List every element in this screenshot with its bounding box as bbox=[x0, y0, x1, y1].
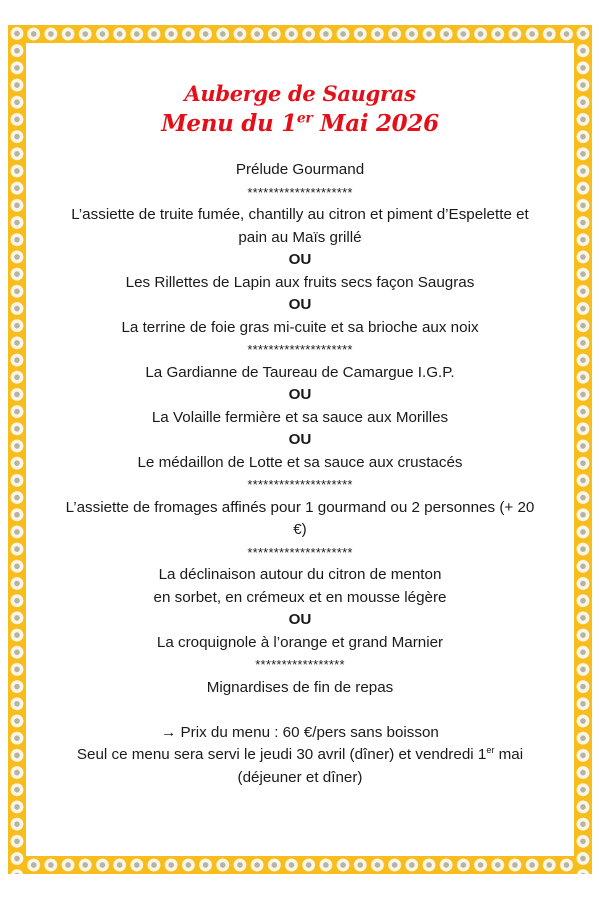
starter-option-1-cont: pain au Maïs grillé bbox=[238, 228, 362, 246]
service-dates: Seul ce menu sera servi le jeudi 30 avril (dîner) et vendredi 1er mai bbox=[76, 744, 524, 763]
dessert-option-1: La déclinaison autour du citron de menton bbox=[158, 566, 442, 583]
service-dates-cont: (déjeuner et dîner) bbox=[237, 768, 363, 786]
restaurant-name: Auberge de Saugras bbox=[184, 81, 416, 106]
separator: ******************** bbox=[247, 342, 353, 357]
or-label: OU bbox=[288, 386, 312, 403]
flower-border-left bbox=[8, 25, 26, 874]
main-option-1: La Gardianne de Taureau de Camargue I.G.P. bbox=[145, 363, 455, 381]
main-option-3: Le médaillon de Lotte et sa sauce aux crustacés bbox=[137, 453, 463, 471]
or-label: OU bbox=[288, 431, 312, 448]
cheese-course: L’assiette de fromages affinés pour 1 gourmand ou 2 personnes (+ 20 bbox=[65, 498, 535, 516]
main-option-2: La Volaille fermière et sa sauce aux Morilles bbox=[151, 408, 449, 426]
flower-border-top bbox=[8, 25, 592, 43]
menu-content bbox=[26, 43, 574, 789]
or-label: OU bbox=[288, 251, 312, 268]
menu-title: Menu du 1er Mai 2026 bbox=[161, 110, 439, 137]
starter-option-1: L’assiette de truite fumée, chantilly au citron et piment d’Espelette et bbox=[71, 206, 529, 223]
menu-price: → Prix du menu : 60 €/pers sans boisson bbox=[161, 723, 439, 741]
separator: ******************** bbox=[247, 184, 353, 200]
prelude-heading: Prélude Gourmand bbox=[235, 161, 365, 178]
mignardises: Mignardises de fin de repas bbox=[206, 678, 394, 696]
flower-border-right bbox=[574, 25, 592, 874]
separator-short: ***************** bbox=[255, 657, 345, 672]
separator: ******************** bbox=[247, 477, 353, 492]
dessert-option-1-cont: en sorbet, en crémeux et en mousse légère bbox=[153, 588, 447, 606]
starter-option-2: Les Rillettes de Lapin aux fruits secs façon Saugras bbox=[125, 273, 475, 291]
separator: ******************** bbox=[247, 544, 353, 560]
or-label: OU bbox=[288, 296, 312, 313]
or-label: OU bbox=[288, 611, 312, 628]
starter-option-3: La terrine de foie gras mi-cuite et sa brioche aux noix bbox=[121, 318, 479, 336]
dessert-option-2: La croquignole à l’orange et grand Marnier bbox=[156, 633, 444, 651]
flower-border-bottom bbox=[8, 856, 592, 874]
cheese-course-cont: €) bbox=[293, 521, 307, 538]
